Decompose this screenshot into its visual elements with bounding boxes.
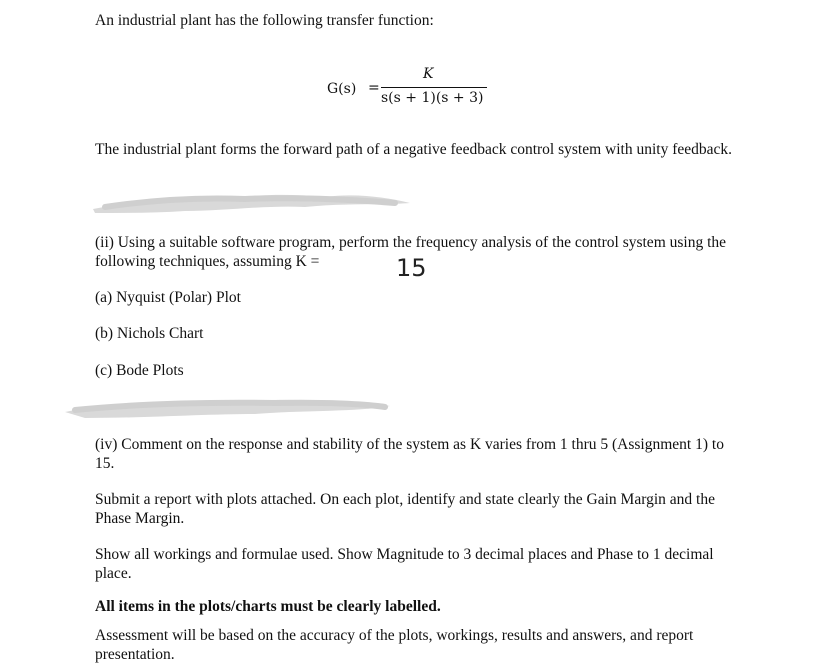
feedback-text: The industrial plant forms the forward path of a negative feedback control system with unity feedback.	[95, 141, 733, 158]
workings-text: Show all workings and formulae used. Show Magnitude to 3 decimal places and Phase to 1 decimal place.	[95, 546, 714, 582]
assessment-text: Assessment will be based on the accuracy of the plots, workings, results and answers, and report presentation.	[95, 627, 694, 663]
fraction-bar	[381, 87, 487, 88]
handwritten-k-text: 15	[396, 254, 427, 282]
formula-numerator: K	[423, 66, 434, 82]
formula-denominator: s(s + 1)(s + 3)	[381, 90, 484, 106]
list-item-nyquist: (a) Nyquist (Polar) Plot	[95, 289, 241, 306]
intro-text: An industrial plant has the following transfer function:	[95, 12, 434, 29]
redaction-scribble-bottom	[55, 394, 405, 424]
list-item-bode: (c) Bode Plots	[95, 362, 184, 379]
formula-lhs: G(s)	[327, 81, 357, 97]
transfer-function-formula	[327, 66, 497, 112]
formula-equals: =	[368, 80, 380, 96]
labels-text: All items in the plots/charts must be clearly labelled.	[95, 598, 441, 615]
submit-text: Submit a report with plots attached. On each plot, identify and state clearly the Gain Margin and the Phase Margin.	[95, 491, 715, 527]
redaction-scribble-top	[85, 189, 425, 219]
part-iv-text: (iv) Comment on the response and stability of the system as K varies from 1 thru 5 (Assignment 1) to 15.	[95, 436, 724, 472]
list-item-nichols: (b) Nichols Chart	[95, 325, 204, 342]
part-ii-text: (ii) Using a suitable software program, perform the frequency analysis of the control system using the following techniques, assuming K =	[95, 234, 727, 270]
handwritten-k-value	[394, 252, 428, 282]
